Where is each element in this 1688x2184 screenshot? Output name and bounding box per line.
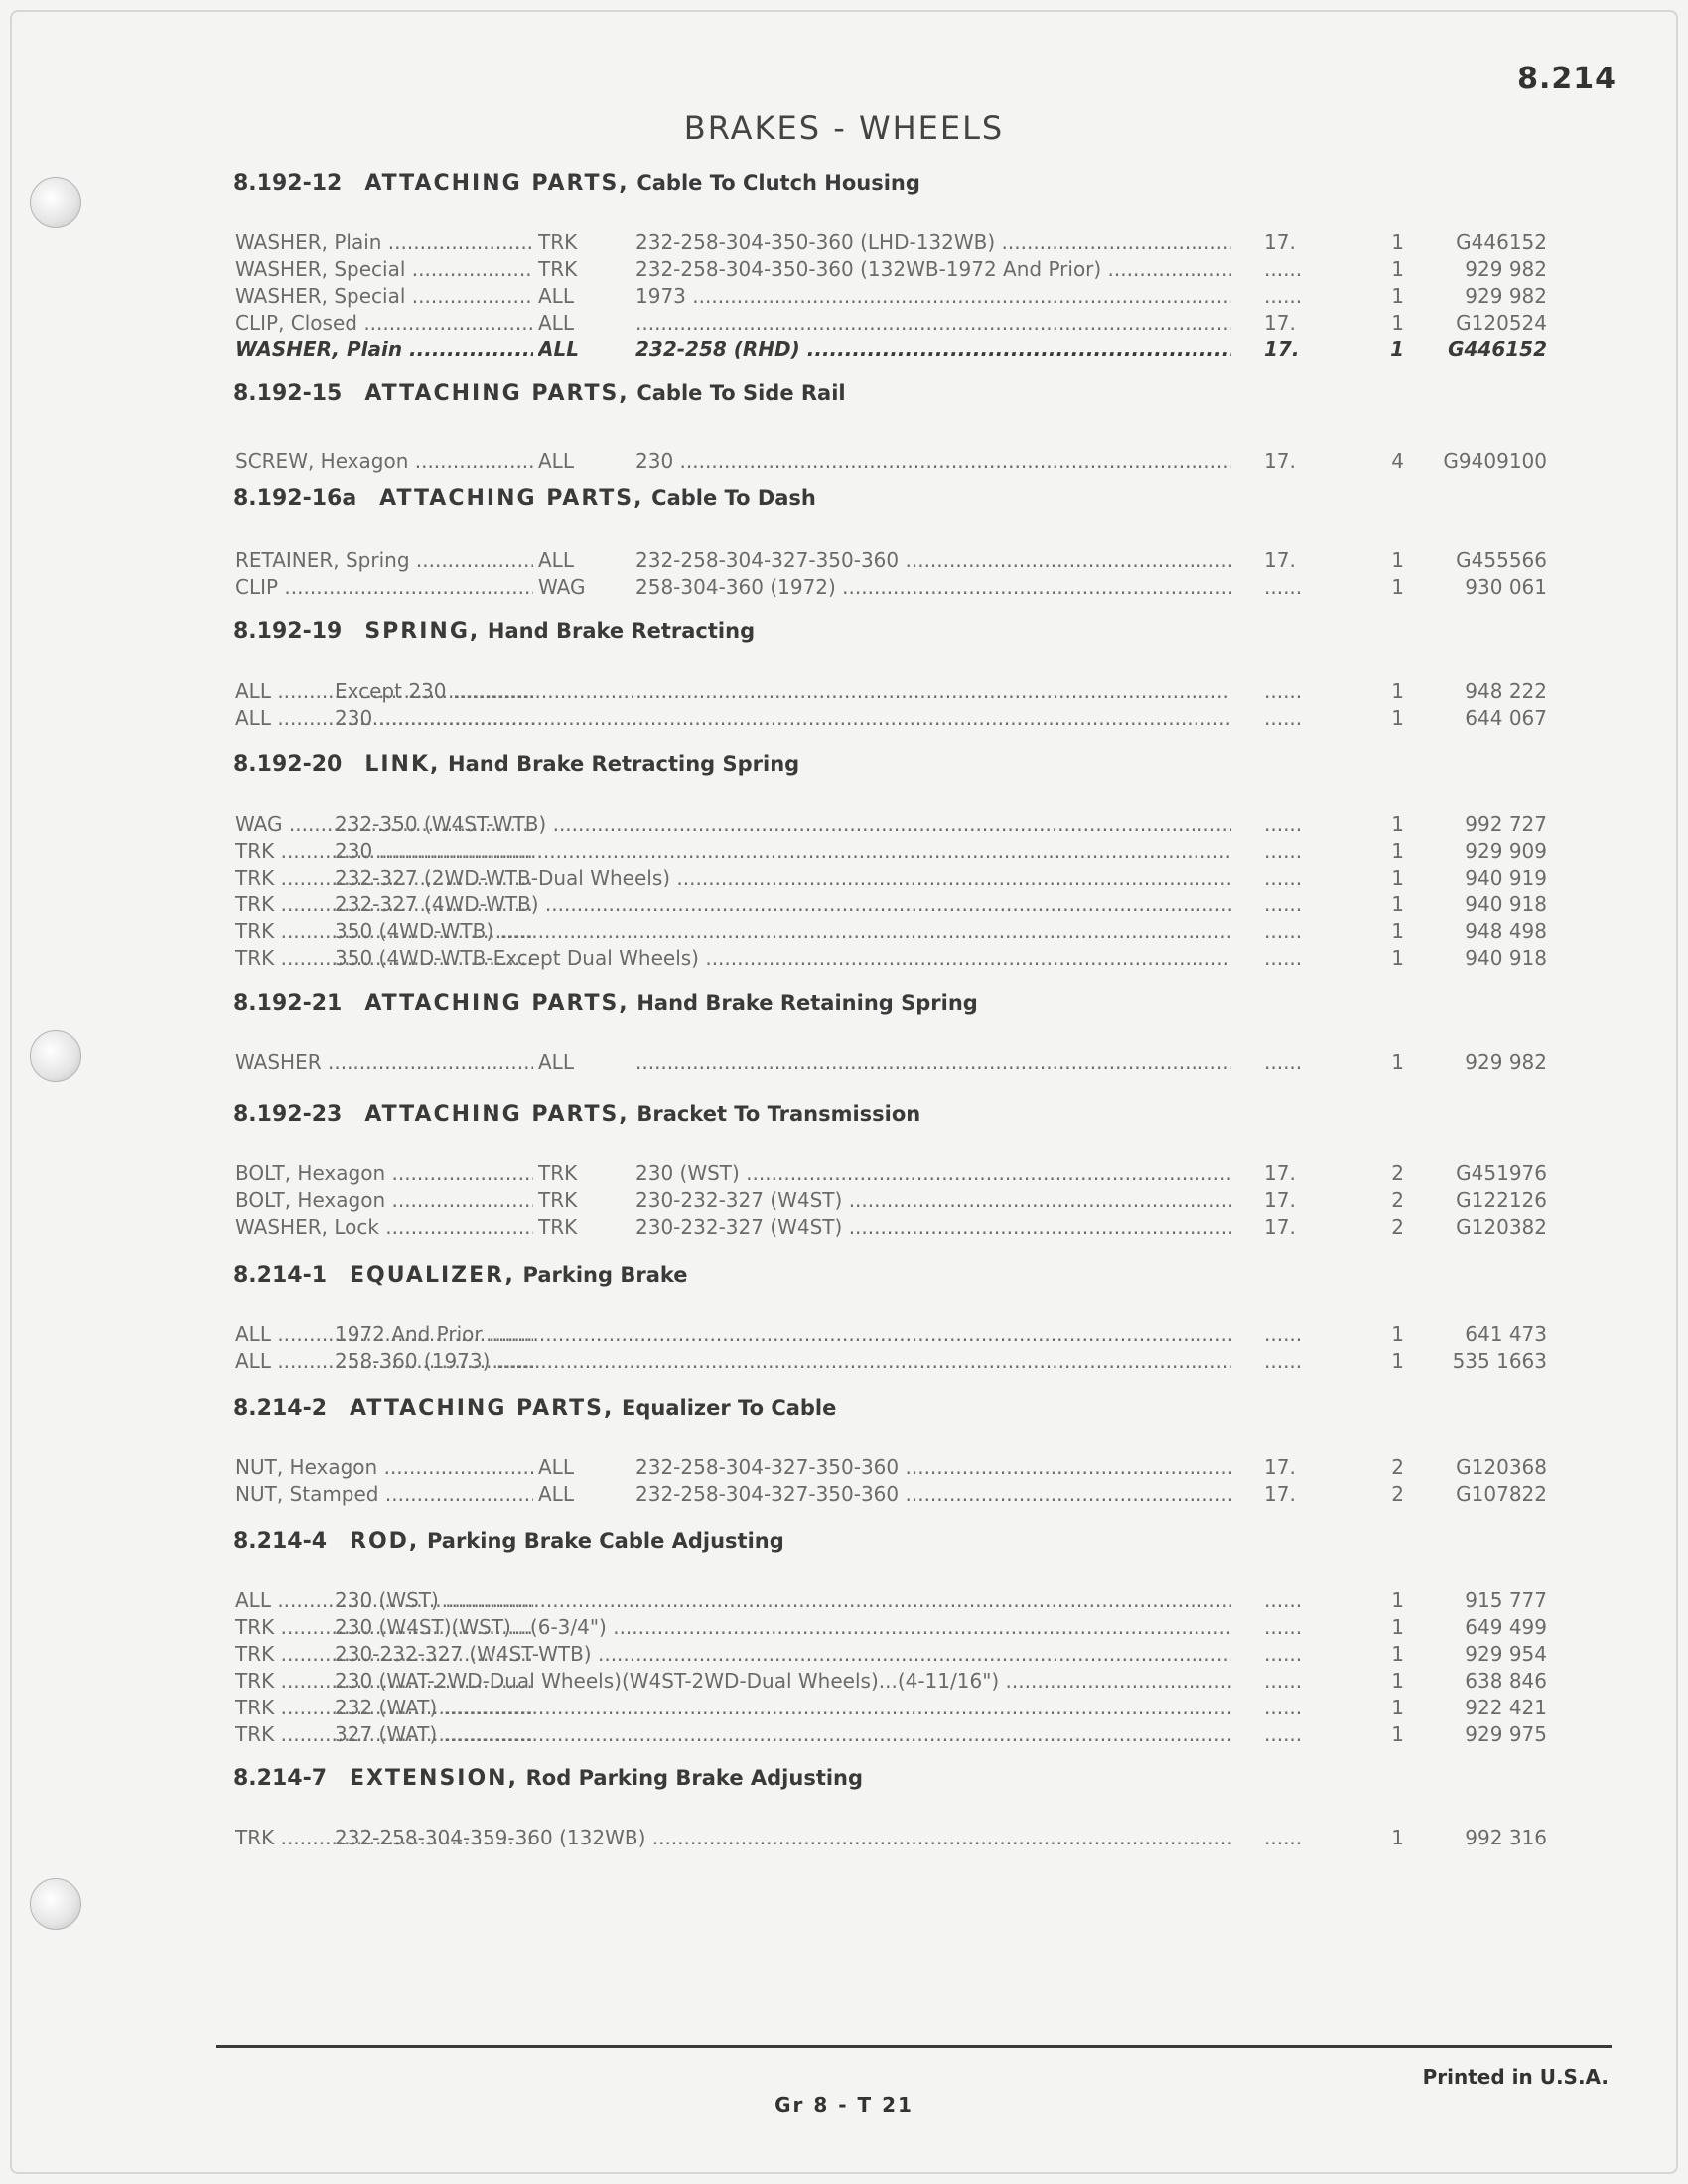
part-group: ...... [1264,1642,1303,1666]
part-quantity: 1 [1391,892,1404,916]
part-code: ALL [538,338,579,361]
part-code: TRK [538,1161,578,1185]
part-quantity: 1 [1391,1669,1404,1693]
part-quantity: 1 [1391,946,1404,970]
part-application: 230 ..... [335,706,1231,730]
part-row [0,1588,1688,1616]
part-row [0,892,1688,920]
part-application: 232-327 (2WD-WTB-Dual Wheels) ..... [335,866,1231,889]
part-name: ALL ..... [235,1349,533,1373]
part-group: ...... [1264,1349,1303,1373]
part-group: ...... [1264,679,1303,703]
part-name: BOLT, Hexagon ..... [235,1161,533,1185]
part-application: 258-360 (1973) ..... [335,1349,1231,1373]
part-group: 17. [1264,1188,1296,1212]
binder-hole-icon [30,177,81,228]
printed-in-label: Printed in U.S.A. [1422,2065,1609,2089]
part-quantity: 1 [1391,575,1404,599]
part-application: 230 (WAT-2WD-Dual Wheels)(W4ST-2WD-Dual Wheels)...(4-11/16") ..... [335,1669,1231,1693]
part-quantity: 1 [1391,919,1404,943]
part-number: 929 975 [1465,1722,1547,1746]
footer-code: Gr 8 - T 21 [774,2093,914,2116]
part-quantity: 2 [1391,1455,1404,1479]
part-name: WASHER, Plain ..... [235,230,533,254]
part-application: 230-232-327 (W4ST-WTB) ..... [335,1642,1231,1666]
part-number: 929 982 [1465,284,1547,308]
part-application: 230 ..... [635,449,1231,473]
part-row [0,1161,1688,1189]
part-row [0,679,1688,707]
part-number: 940 919 [1465,866,1547,889]
part-row [0,1215,1688,1243]
section-ref: 8.214-2 [233,1396,328,1421]
part-name: TRK ..... [235,1615,533,1639]
part-row [0,284,1688,312]
part-group: ...... [1264,257,1303,281]
section-keyword: ROD, [350,1529,420,1554]
part-group: ...... [1264,575,1303,599]
part-row [0,1455,1688,1483]
part-application: 232-258-304-350-360 (132WB-1972 And Prior) ..... [635,257,1231,281]
part-name: NUT, Hexagon ..... [235,1455,533,1479]
section-keyword: ATTACHING PARTS, [364,1102,630,1127]
part-group: ...... [1264,284,1303,308]
part-code: TRK [538,230,578,254]
part-application: 327 (WAT) ..... [335,1722,1231,1746]
part-group: ...... [1264,866,1303,889]
section-heading [233,171,920,196]
part-application [635,1050,1231,1074]
section-keyword: ATTACHING PARTS, [364,381,630,406]
part-number: 649 499 [1465,1615,1547,1639]
part-name: TRK ..... [235,892,533,916]
part-application: 232 (WAT) ..... [335,1696,1231,1719]
part-name: WASHER, Special ..... [235,257,533,281]
part-name: SCREW, Hexagon ..... [235,449,533,473]
part-number: 535 1663 [1452,1349,1547,1373]
part-group: 17. [1264,311,1296,335]
part-row [0,548,1688,576]
part-name: WASHER, Special ..... [235,284,533,308]
part-row [0,575,1688,603]
part-application: 232-258-304-327-350-360 ..... [635,548,1231,572]
part-name: ALL ..... [235,1588,533,1612]
part-row [0,230,1688,258]
section-keyword: EQUALIZER, [350,1263,515,1288]
part-group: 17. [1264,338,1300,361]
section-heading [233,619,755,644]
part-code: ALL [538,449,574,473]
part-application: 232-258 (RHD) ..... [635,338,1231,361]
section-keyword: EXTENSION, [350,1766,518,1791]
section-ref: 8.192-15 [233,381,343,406]
part-number: G446152 [1448,338,1547,361]
part-number: 929 909 [1465,839,1547,863]
section-ref: 8.214-1 [233,1263,328,1288]
part-quantity: 1 [1391,706,1404,730]
part-application: 1972 And Prior ..... [335,1322,1231,1346]
part-name: TRK ..... [235,1696,533,1719]
part-code: TRK [538,1188,578,1212]
part-row [0,1322,1688,1350]
section-ref: 8.192-20 [233,752,343,777]
part-application: 230-232-327 (W4ST) ..... [635,1188,1231,1212]
section-heading [233,1529,784,1554]
part-group: 17. [1264,1161,1296,1185]
part-group: ...... [1264,1322,1303,1346]
part-group: 17. [1264,449,1296,473]
part-number: 940 918 [1465,946,1547,970]
part-number: 992 316 [1465,1826,1547,1849]
section-description: Hand Brake Retracting Spring [448,752,800,776]
part-application: 232-258-304-350-360 (LHD-132WB) ..... [635,230,1231,254]
section-description: Cable To Dash [651,486,816,510]
part-row [0,338,1688,365]
section-keyword: SPRING, [364,619,481,644]
section-description: Equalizer To Cable [622,1396,837,1420]
part-number: 930 061 [1465,575,1547,599]
section-keyword: ATTACHING PARTS, [364,991,630,1016]
part-row [0,919,1688,947]
part-code: ALL [538,1455,574,1479]
part-application: 350 (4WD-WTB-Except Dual Wheels) ..... [335,946,1231,970]
part-quantity: 1 [1391,1826,1404,1849]
part-group: ...... [1264,1615,1303,1639]
part-application: 230 (W4ST)(WST)...(6-3/4") ..... [335,1615,1231,1639]
part-row [0,866,1688,893]
part-quantity: 1 [1391,1588,1404,1612]
part-quantity: 1 [1391,1722,1404,1746]
part-name: TRK ..... [235,919,533,943]
section-heading [233,1396,836,1421]
part-number: G122126 [1456,1188,1547,1212]
part-quantity: 1 [1390,338,1404,361]
part-row [0,1349,1688,1377]
section-ref: 8.192-23 [233,1102,343,1127]
binder-hole-icon [30,1878,81,1930]
part-application: 232-258-304-327-350-360 ..... [635,1482,1231,1506]
part-name: TRK ..... [235,1642,533,1666]
part-group: ...... [1264,839,1303,863]
part-name: WASHER ..... [235,1050,533,1074]
part-row [0,1642,1688,1670]
part-row [0,812,1688,840]
section-ref: 8.214-7 [233,1766,328,1791]
part-group: 17. [1264,548,1296,572]
part-name: TRK ..... [235,1826,533,1849]
part-name: WASHER, Plain ..... [235,338,533,361]
part-application: 230 ..... [335,839,1231,863]
part-quantity: 1 [1391,1322,1404,1346]
section-heading [233,1766,863,1791]
part-group: ...... [1264,1826,1303,1849]
part-group: ...... [1264,1588,1303,1612]
part-group: ...... [1264,706,1303,730]
part-number: G120382 [1456,1215,1547,1239]
part-application: 230-232-327 (W4ST) ..... [635,1215,1231,1239]
part-code: WAG [538,575,586,599]
part-group: ...... [1264,1050,1303,1074]
part-code: ALL [538,1482,574,1506]
section-keyword: ATTACHING PARTS, [350,1396,615,1421]
part-row [0,946,1688,974]
part-group: ...... [1264,1722,1303,1746]
part-application: 232-258-304-327-350-360 ..... [635,1455,1231,1479]
part-application: 230 (WST) ..... [635,1161,1231,1185]
part-application: 258-304-360 (1972) ..... [635,575,1231,599]
part-name: WAG ..... [235,812,533,836]
part-name: CLIP ..... [235,575,533,599]
part-name: TRK ..... [235,1669,533,1693]
part-row [0,257,1688,285]
part-row [0,1722,1688,1750]
part-number: G120368 [1456,1455,1547,1479]
part-quantity: 1 [1391,866,1404,889]
part-quantity: 2 [1391,1188,1404,1212]
part-row [0,311,1688,339]
section-keyword: ATTACHING PARTS, [364,171,630,196]
part-number: 948 222 [1465,679,1547,703]
part-quantity: 2 [1391,1482,1404,1506]
part-name: ALL ..... [235,679,533,703]
part-number: 929 982 [1465,1050,1547,1074]
part-quantity: 1 [1391,1696,1404,1719]
section-heading [233,991,978,1016]
part-application: 232-350 (W4ST-WTB) ..... [335,812,1231,836]
part-group: 17. [1264,1482,1296,1506]
part-group: ...... [1264,919,1303,943]
part-application: 350 (4WD-WTB) ..... [335,919,1231,943]
part-code: ALL [538,311,574,335]
part-row [0,706,1688,734]
part-number: G455566 [1456,548,1547,572]
part-application: Except 230 ..... [335,679,1231,703]
section-heading [233,1102,920,1127]
part-group: ...... [1264,1696,1303,1719]
section-description: Cable To Side Rail [636,381,846,405]
page-number: 8.214 [1517,62,1617,96]
part-application: 230 (WST) ..... [335,1588,1231,1612]
part-name: NUT, Stamped ..... [235,1482,533,1506]
part-number: 929 982 [1465,257,1547,281]
section-description: Parking Brake [522,1263,688,1287]
part-name: ALL ..... [235,706,533,730]
section-description: Rod Parking Brake Adjusting [525,1766,864,1790]
section-description: Hand Brake Retracting [487,619,756,643]
part-group: 17. [1264,1215,1296,1239]
part-number: G107822 [1456,1482,1547,1506]
page-title: BRAKES - WHEELS [683,109,1005,147]
part-quantity: 1 [1391,812,1404,836]
part-application: 232-258-304-359-360 (132WB) ..... [335,1826,1231,1849]
section-keyword: LINK, [364,752,441,777]
part-number: 992 727 [1465,812,1547,836]
part-application [635,311,1231,335]
section-description: Cable To Clutch Housing [636,171,920,195]
part-quantity: 4 [1391,449,1404,473]
part-number: 948 498 [1465,919,1547,943]
part-quantity: 2 [1391,1161,1404,1185]
part-row [0,1669,1688,1697]
part-number: G9409100 [1443,449,1547,473]
part-group: ...... [1264,1669,1303,1693]
section-ref: 8.192-21 [233,991,343,1016]
part-quantity: 1 [1391,1349,1404,1373]
section-description: Bracket To Transmission [636,1102,921,1126]
part-name: ALL ..... [235,1322,533,1346]
part-name: RETAINER, Spring ..... [235,548,533,572]
part-row [0,839,1688,867]
section-ref: 8.192-12 [233,171,343,196]
part-row [0,1615,1688,1643]
part-name: BOLT, Hexagon ..... [235,1188,533,1212]
part-name: TRK ..... [235,866,533,889]
part-number: 929 954 [1465,1642,1547,1666]
part-row [0,449,1688,477]
section-heading [233,1263,688,1288]
part-code: TRK [538,1215,578,1239]
section-heading [233,486,816,511]
part-quantity: 1 [1391,839,1404,863]
part-row [0,1050,1688,1078]
part-application: 232-327 (4WD-WTB) ..... [335,892,1231,916]
part-quantity: 1 [1391,230,1404,254]
part-quantity: 1 [1391,1050,1404,1074]
part-number: 644 067 [1465,706,1547,730]
part-code: ALL [538,284,574,308]
part-name: CLIP, Closed ..... [235,311,533,335]
part-number: G451976 [1456,1161,1547,1185]
section-description: Hand Brake Retaining Spring [636,991,978,1015]
part-row [0,1826,1688,1853]
part-quantity: 1 [1391,679,1404,703]
part-number: 922 421 [1465,1696,1547,1719]
part-quantity: 1 [1391,1642,1404,1666]
part-quantity: 1 [1391,284,1404,308]
part-quantity: 1 [1391,1615,1404,1639]
section-keyword: ATTACHING PARTS, [379,486,644,511]
part-group: 17. [1264,230,1296,254]
part-number: 641 473 [1465,1322,1547,1346]
part-name: TRK ..... [235,1722,533,1746]
part-name: WASHER, Lock ..... [235,1215,533,1239]
section-heading [233,752,799,777]
part-quantity: 1 [1391,548,1404,572]
part-application: 1973 ..... [635,284,1231,308]
part-group: 17. [1264,1455,1296,1479]
part-quantity: 1 [1391,257,1404,281]
part-quantity: 2 [1391,1215,1404,1239]
part-row [0,1696,1688,1723]
section-ref: 8.214-4 [233,1529,328,1554]
part-number: G446152 [1456,230,1547,254]
part-code: ALL [538,548,574,572]
part-row [0,1188,1688,1216]
part-code: ALL [538,1050,574,1074]
part-number: 915 777 [1465,1588,1547,1612]
part-number: G120524 [1456,311,1547,335]
section-ref: 8.192-19 [233,619,343,644]
part-group: ...... [1264,946,1303,970]
part-number: 940 918 [1465,892,1547,916]
footer-rule [216,2045,1612,2048]
part-code: TRK [538,257,578,281]
part-name: TRK ..... [235,839,533,863]
section-description: Parking Brake Cable Adjusting [426,1529,784,1553]
part-group: ...... [1264,892,1303,916]
part-quantity: 1 [1391,311,1404,335]
part-group: ...... [1264,812,1303,836]
part-number: 638 846 [1465,1669,1547,1693]
section-ref: 8.192-16a [233,486,357,511]
part-row [0,1482,1688,1510]
part-name: TRK ..... [235,946,533,970]
section-heading [233,381,846,406]
